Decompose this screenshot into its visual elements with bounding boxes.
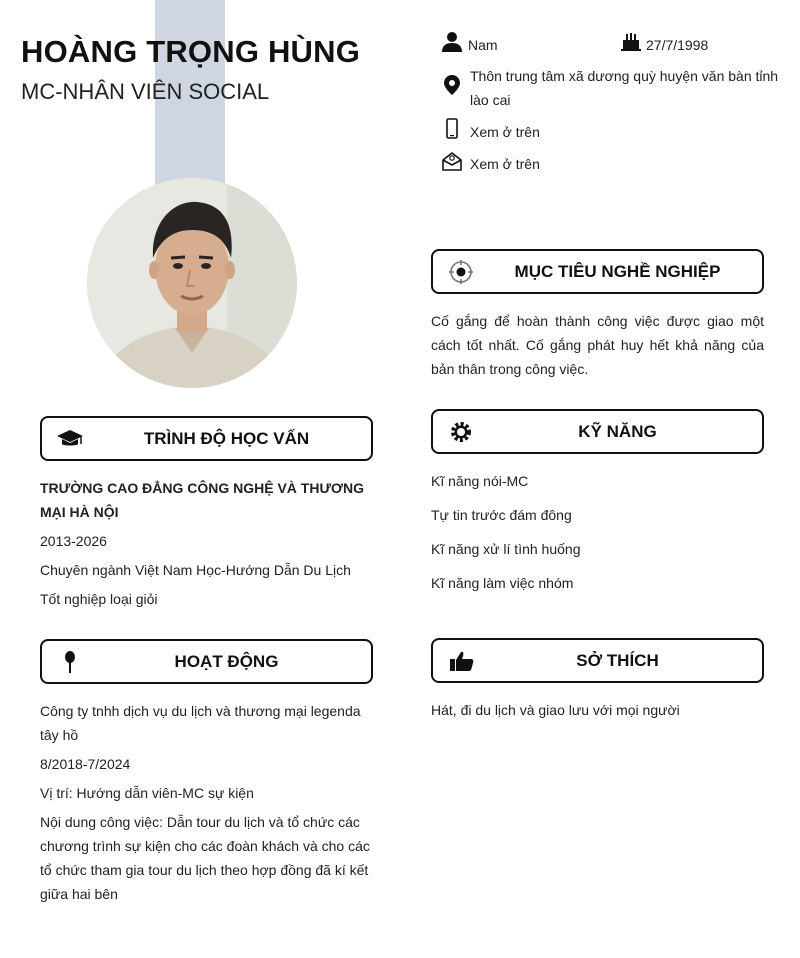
skill-item: Kĩ năng xử lí tình huống (431, 541, 581, 557)
activity-period: 8/2018-7/2024 (40, 756, 131, 772)
skill-item: Kĩ năng nói-MC (431, 473, 529, 489)
activity-description: Nội dung công việc: Dẫn tour du lịch và tổ chức các chương trình sự kiện cho các đoàn khách và cho các tổ chức tham gia tour du lịch theo hợp đồng đã kí kết giữa hai bên (40, 814, 370, 902)
gear-icon (447, 420, 475, 444)
objective-title: MỤC TIÊU NGHỀ NGHIỆP (514, 262, 721, 281)
thumbs-up-icon (447, 649, 475, 673)
full-name: HOÀNG TRỌNG HÙNG (21, 34, 361, 69)
avatar (87, 178, 297, 388)
pushpin-icon (56, 650, 84, 674)
skill-item: Tự tin trước đám đông (431, 507, 572, 523)
hobbies-header (431, 638, 764, 683)
objective-header (431, 249, 764, 294)
skill-item: Kĩ năng làm việc nhóm (431, 575, 574, 591)
skills-title: KỸ NĂNG (578, 422, 657, 441)
education-major: Chuyên ngành Việt Nam Học-Hướng Dẫn Du Lịch (40, 562, 351, 578)
hobbies-title: SỞ THÍCH (576, 651, 659, 670)
birthday-cake-icon (620, 31, 642, 53)
mobile-phone-icon (441, 118, 463, 140)
email-value: Xem ở trên (470, 156, 540, 172)
phone-value: Xem ở trên (470, 124, 540, 140)
skills-header (431, 409, 764, 454)
education-title: TRÌNH ĐỘ HỌC VẤN (143, 429, 310, 448)
target-icon (447, 260, 475, 284)
education-header (40, 416, 373, 461)
objective-text: Cố gắng để hoàn thành công việc được giao một cách tốt nhất. Cố gắng phát huy hết khả năng của bản thân trong công việc. (431, 313, 764, 377)
hobbies-text: Hát, đi du lịch và giao lưu với mọi người (431, 702, 680, 718)
activity-company: Công ty tnhh dịch vụ du lịch và thương mại legenda tây hồ (40, 703, 361, 743)
location-pin-icon (441, 74, 463, 96)
education-result: Tốt nghiệp loại giỏi (40, 591, 158, 607)
gender-value: Nam (468, 37, 498, 53)
job-title: MC-NHÂN VIÊN SOCIAL (21, 79, 270, 104)
education-period: 2013-2026 (40, 533, 107, 549)
graduation-cap-icon (56, 427, 84, 451)
address-value: Thôn trung tâm xã dương quỳ huyện văn bàn tỉnh lào cai (470, 68, 779, 108)
education-school: TRƯỜNG CAO ĐẲNG CÔNG NGHỆ VÀ THƯƠNG MẠI HÀ NỘI (40, 480, 365, 520)
envelope-icon (441, 150, 463, 172)
activities-title: HOẠT ĐỘNG (174, 652, 279, 671)
activity-position: Vị trí: Hướng dẫn viên-MC sự kiện (40, 785, 254, 801)
person-icon (441, 31, 463, 53)
birthday-value: 27/7/1998 (646, 37, 709, 53)
activities-header (40, 639, 373, 684)
